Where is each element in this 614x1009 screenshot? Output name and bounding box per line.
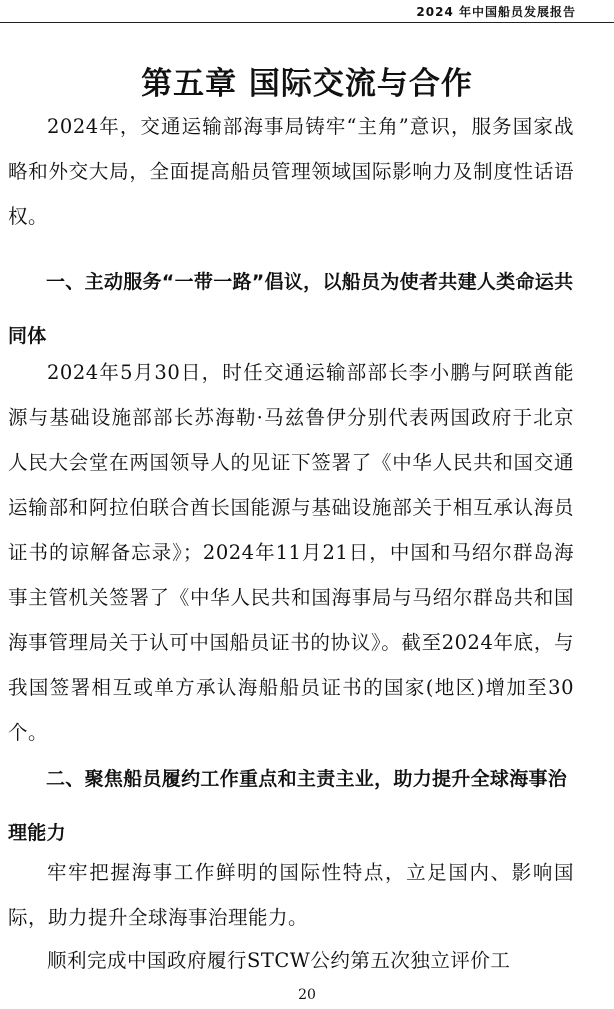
header-rule xyxy=(0,22,614,23)
running-header: 2024 年中国船员发展报告 xyxy=(416,5,576,19)
section-1-paragraph: 2024年5月30日，时任交通运输部部长李小鹏与阿联酋能源与基础设施部部长苏海勒·马兹鲁伊分别代表两国政府于北京人民大会堂在两国领导人的见证下签署了《中华人民共和国交通运输部和阿拉伯联合酋长国能源与基础设施部关于相互承认海员证书的谅解备忘录》；2024年11月21日，中国和马绍尔群岛海事主管机关签署了《中华人民共和国海事局与马绍尔群岛共和国海事管理局关于认可中国船员证书的协议》。截至2024年底，与我国签署相互或单方承认海船船员证书的国家(地区)增加至30个。 xyxy=(8,361,574,744)
section-2-paragraph-2: 顺利完成中国政府履行STCW公约第五次独立评价工 xyxy=(47,949,511,972)
chapter-title: 第五章 国际交流与合作 xyxy=(141,66,473,102)
intro-paragraph: 2024年，交通运输部海事局铸牢“主角”意识，服务国家战略和外交大局，全面提高船员管理领域国际影响力及制度性话语权。 xyxy=(8,115,574,228)
section-2-paragraph-1: 牢牢把握海事工作鲜明的国际性特点，立足国内、影响国际，助力提升全球海事治理能力。 xyxy=(8,861,574,929)
section-heading-1: 一、主动服务“一带一路”倡议，以船员为使者共建人类命运共同体 xyxy=(8,271,574,347)
page-number: 20 xyxy=(298,987,316,1003)
section-heading-2: 二、聚焦船员履约工作重点和主责主业，助力提升全球海事治理能力 xyxy=(8,768,568,844)
